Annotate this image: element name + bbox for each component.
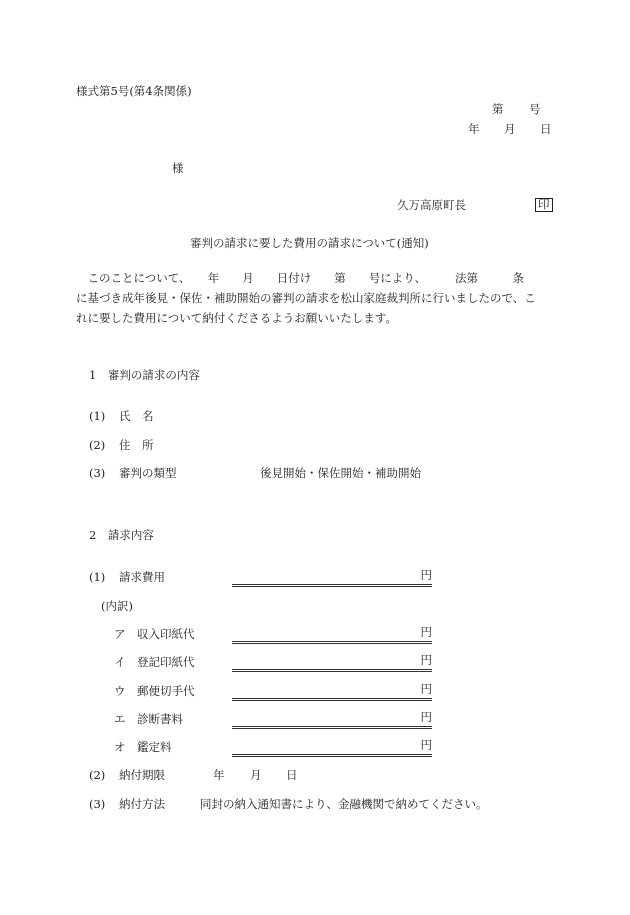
appraisal-fee-amount-field[interactable] bbox=[232, 739, 432, 757]
seal-stamp: 印 bbox=[535, 198, 553, 212]
name-label: 氏 名 bbox=[119, 409, 154, 423]
body-line-2: に基づき成年後見・保佐・補助開始の審判の請求を松山家庭裁判所に行いましたので、こ bbox=[76, 291, 536, 305]
registration-stamp-label: 登記印紙代 bbox=[137, 655, 195, 669]
postage-amount-field[interactable] bbox=[232, 683, 432, 701]
payment-method-text: 同封の納入通知書により、金融機関で納めてください。 bbox=[200, 797, 488, 811]
postage-label: 郵便切手代 bbox=[137, 684, 195, 698]
breakdown-mark: オ bbox=[114, 740, 126, 754]
yen-unit: 円 bbox=[420, 682, 432, 696]
medical-certificate-amount-field[interactable] bbox=[232, 711, 432, 729]
trial-type-label: 審判の類型 bbox=[119, 466, 177, 480]
payment-method-label: 納付方法 bbox=[119, 797, 165, 811]
body-line-1: このことについて、 年 月 日付け 第 号により、 法第 条 bbox=[76, 271, 525, 285]
yen-unit: 円 bbox=[420, 568, 432, 582]
item-num: (2) bbox=[89, 438, 106, 452]
yen-unit: 円 bbox=[420, 710, 432, 724]
revenue-stamp-label: 収入印紙代 bbox=[137, 627, 195, 641]
deadline-month: 月 bbox=[250, 768, 262, 782]
breakdown-mark: イ bbox=[114, 655, 126, 669]
medical-certificate-label: 診断書料 bbox=[137, 712, 183, 726]
sender-name: 久万高原町長 bbox=[397, 198, 466, 212]
item-num: (1) bbox=[89, 409, 106, 423]
item-num: (1) bbox=[89, 570, 106, 584]
breakdown-mark: エ bbox=[114, 712, 126, 726]
item-num: (2) bbox=[89, 768, 106, 782]
breakdown-mark: ア bbox=[114, 627, 126, 641]
date-year: 年 bbox=[468, 122, 480, 136]
trial-type-value: 後見開始・保佐開始・補助開始 bbox=[260, 466, 421, 480]
section1-heading: 1 審判の請求の内容 bbox=[89, 368, 200, 382]
section2-heading: 2 請求内容 bbox=[89, 528, 154, 542]
yen-unit: 円 bbox=[420, 653, 432, 667]
doc-number-prefix: 第 bbox=[492, 102, 504, 116]
cost-amount-field[interactable] bbox=[232, 569, 432, 587]
addressee-suffix: 様 bbox=[172, 161, 184, 175]
revenue-stamp-amount-field[interactable] bbox=[232, 626, 432, 644]
body-line-3: れに要した費用について納付くださるようお願いいたします。 bbox=[76, 311, 397, 325]
deadline-year: 年 bbox=[213, 768, 225, 782]
yen-unit: 円 bbox=[420, 738, 432, 752]
appraisal-fee-label: 鑑定料 bbox=[137, 740, 172, 754]
deadline-label: 納付期限 bbox=[119, 768, 165, 782]
registration-stamp-amount-field[interactable] bbox=[232, 654, 432, 672]
body-paragraph bbox=[76, 268, 552, 328]
yen-unit: 円 bbox=[420, 625, 432, 639]
date-day: 日 bbox=[540, 122, 552, 136]
breakdown-mark: ウ bbox=[114, 684, 126, 698]
item-num: (3) bbox=[89, 797, 106, 811]
breakdown-label: (内訳) bbox=[101, 599, 133, 613]
doc-number-suffix: 号 bbox=[529, 102, 541, 116]
form-number: 様式第5号(第4条関係) bbox=[76, 84, 192, 98]
date-month: 月 bbox=[504, 122, 516, 136]
item-num: (3) bbox=[89, 466, 106, 480]
cost-label: 請求費用 bbox=[119, 570, 165, 584]
deadline-day: 日 bbox=[286, 768, 298, 782]
page-title: 審判の請求に要した費用の請求について(通知) bbox=[190, 236, 429, 250]
address-label: 住 所 bbox=[119, 438, 154, 452]
